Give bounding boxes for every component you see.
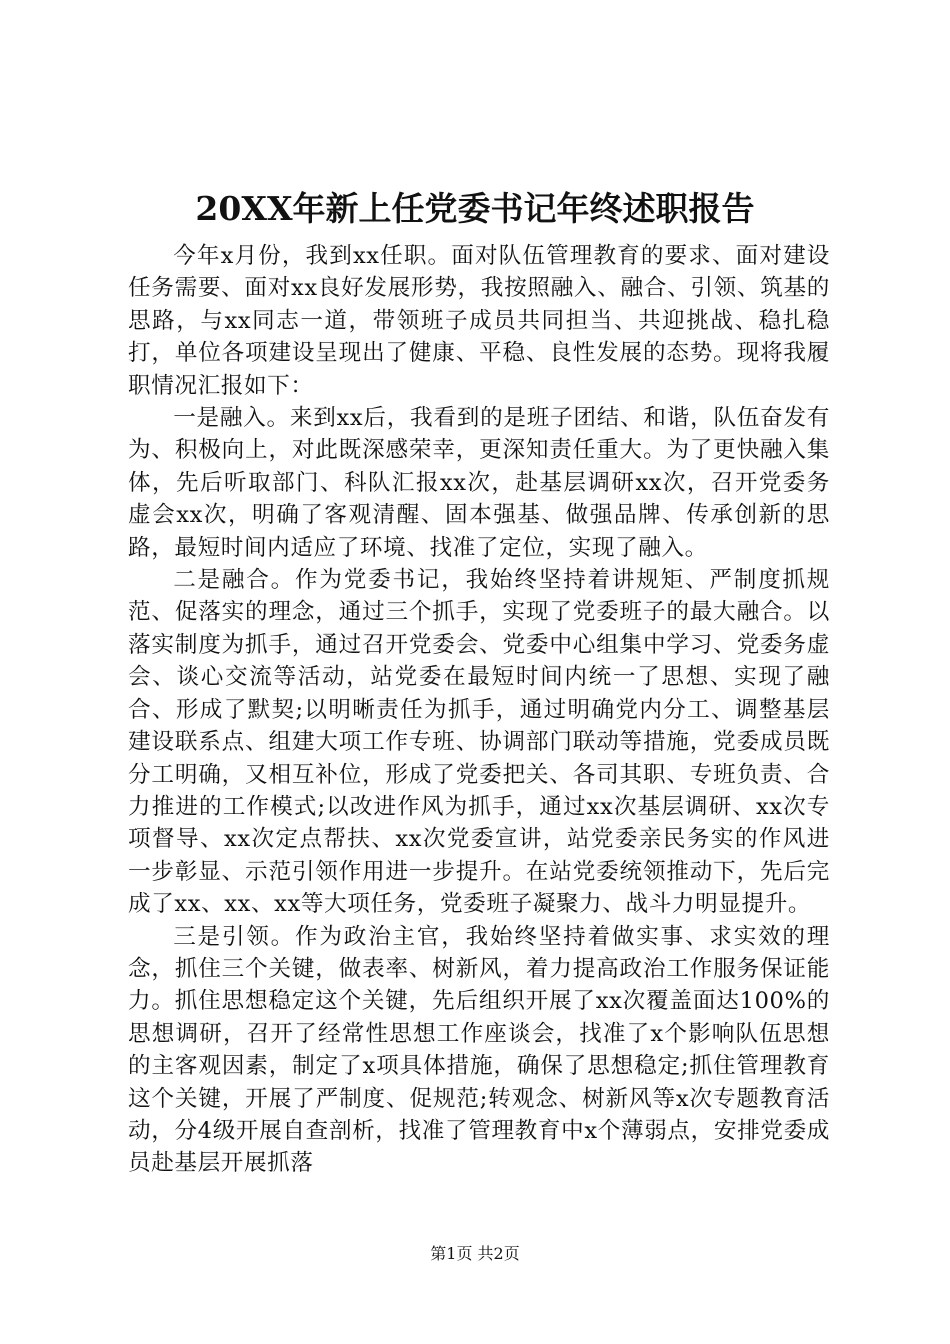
paragraph-integration: 一是融入。来到xx后，我看到的是班子团结、和谐，队伍奋发有为、积极向上，对此既深感荣幸，更深知责任重大。为了更快融入集体，先后听取部门、科队汇报xx次，赴基层调研xx次，召开党委务虚会xx次，明确了客观清醒、固本强基、做强品牌、传承创新的思路，最短时间内适应了环境、找准了定位，实现了融入。 bbox=[128, 405, 830, 561]
paragraph-intro: 今年x月份，我到xx任职。面对队伍管理教育的要求、面对建设任务需要、面对xx良好发展形势，我按照融入、融合、引领、筑基的思路，与xx同志一道，带领班子成员共同担当、共迎挑战、稳扎稳打，单位各项建设呈现出了健康、平稳、良性发展的态势。现将我履职情况汇报如下： bbox=[128, 243, 830, 399]
document-body bbox=[128, 240, 830, 1180]
page-number-footer: 第1页 共2页 bbox=[430, 1244, 520, 1263]
document-title: 20XX年新上任党委书记年终述职报告 bbox=[195, 189, 755, 228]
paragraph-leadership: 三是引领。作为政治主官，我始终坚持着做实事、求实效的理念，抓住三个关键，做表率、树新风，着力提高政治工作服务保证能力。抓住思想稳定这个关键，先后组织开展了xx次覆盖面达100%的思想调研，召开了经常性思想工作座谈会，找准了x个影响队伍思想的主客观因素，制定了x项具体措施，确保了思想稳定;抓住管理教育这个关键，开展了严制度、促规范;转观念、树新风等x次专题教育活动，分4级开展自查剖析，找准了管理教育中x个薄弱点，安排党委成员赴基层开展抓落 bbox=[128, 923, 830, 1177]
paragraph-fusion: 二是融合。作为党委书记，我始终坚持着讲规矩、严制度抓规范、促落实的理念，通过三个抓手，实现了党委班子的最大融合。以落实制度为抓手，通过召开党委会、党委中心组集中学习、党委务虚会、谈心交流等活动，站党委在最短时间内统一了思想、实现了融合、形成了默契;以明晰责任为抓手，通过明确党内分工、调整基层建设联系点、组建大项工作专班、协调部门联动等措施，党委成员既分工明确，又相互补位，形成了党委把关、各司其职、专班负责、合力推进的工作模式;以改进作风为抓手，通过xx次基层调研、xx次专项督导、xx次定点帮扶、xx次党委宣讲，站党委亲民务实的作风进一步彰显、示范引领作用进一步提升。在站党委统领推动下，先后完成了xx、xx、xx等大项任务，党委班子凝聚力、战斗力明显提升。 bbox=[128, 567, 830, 918]
